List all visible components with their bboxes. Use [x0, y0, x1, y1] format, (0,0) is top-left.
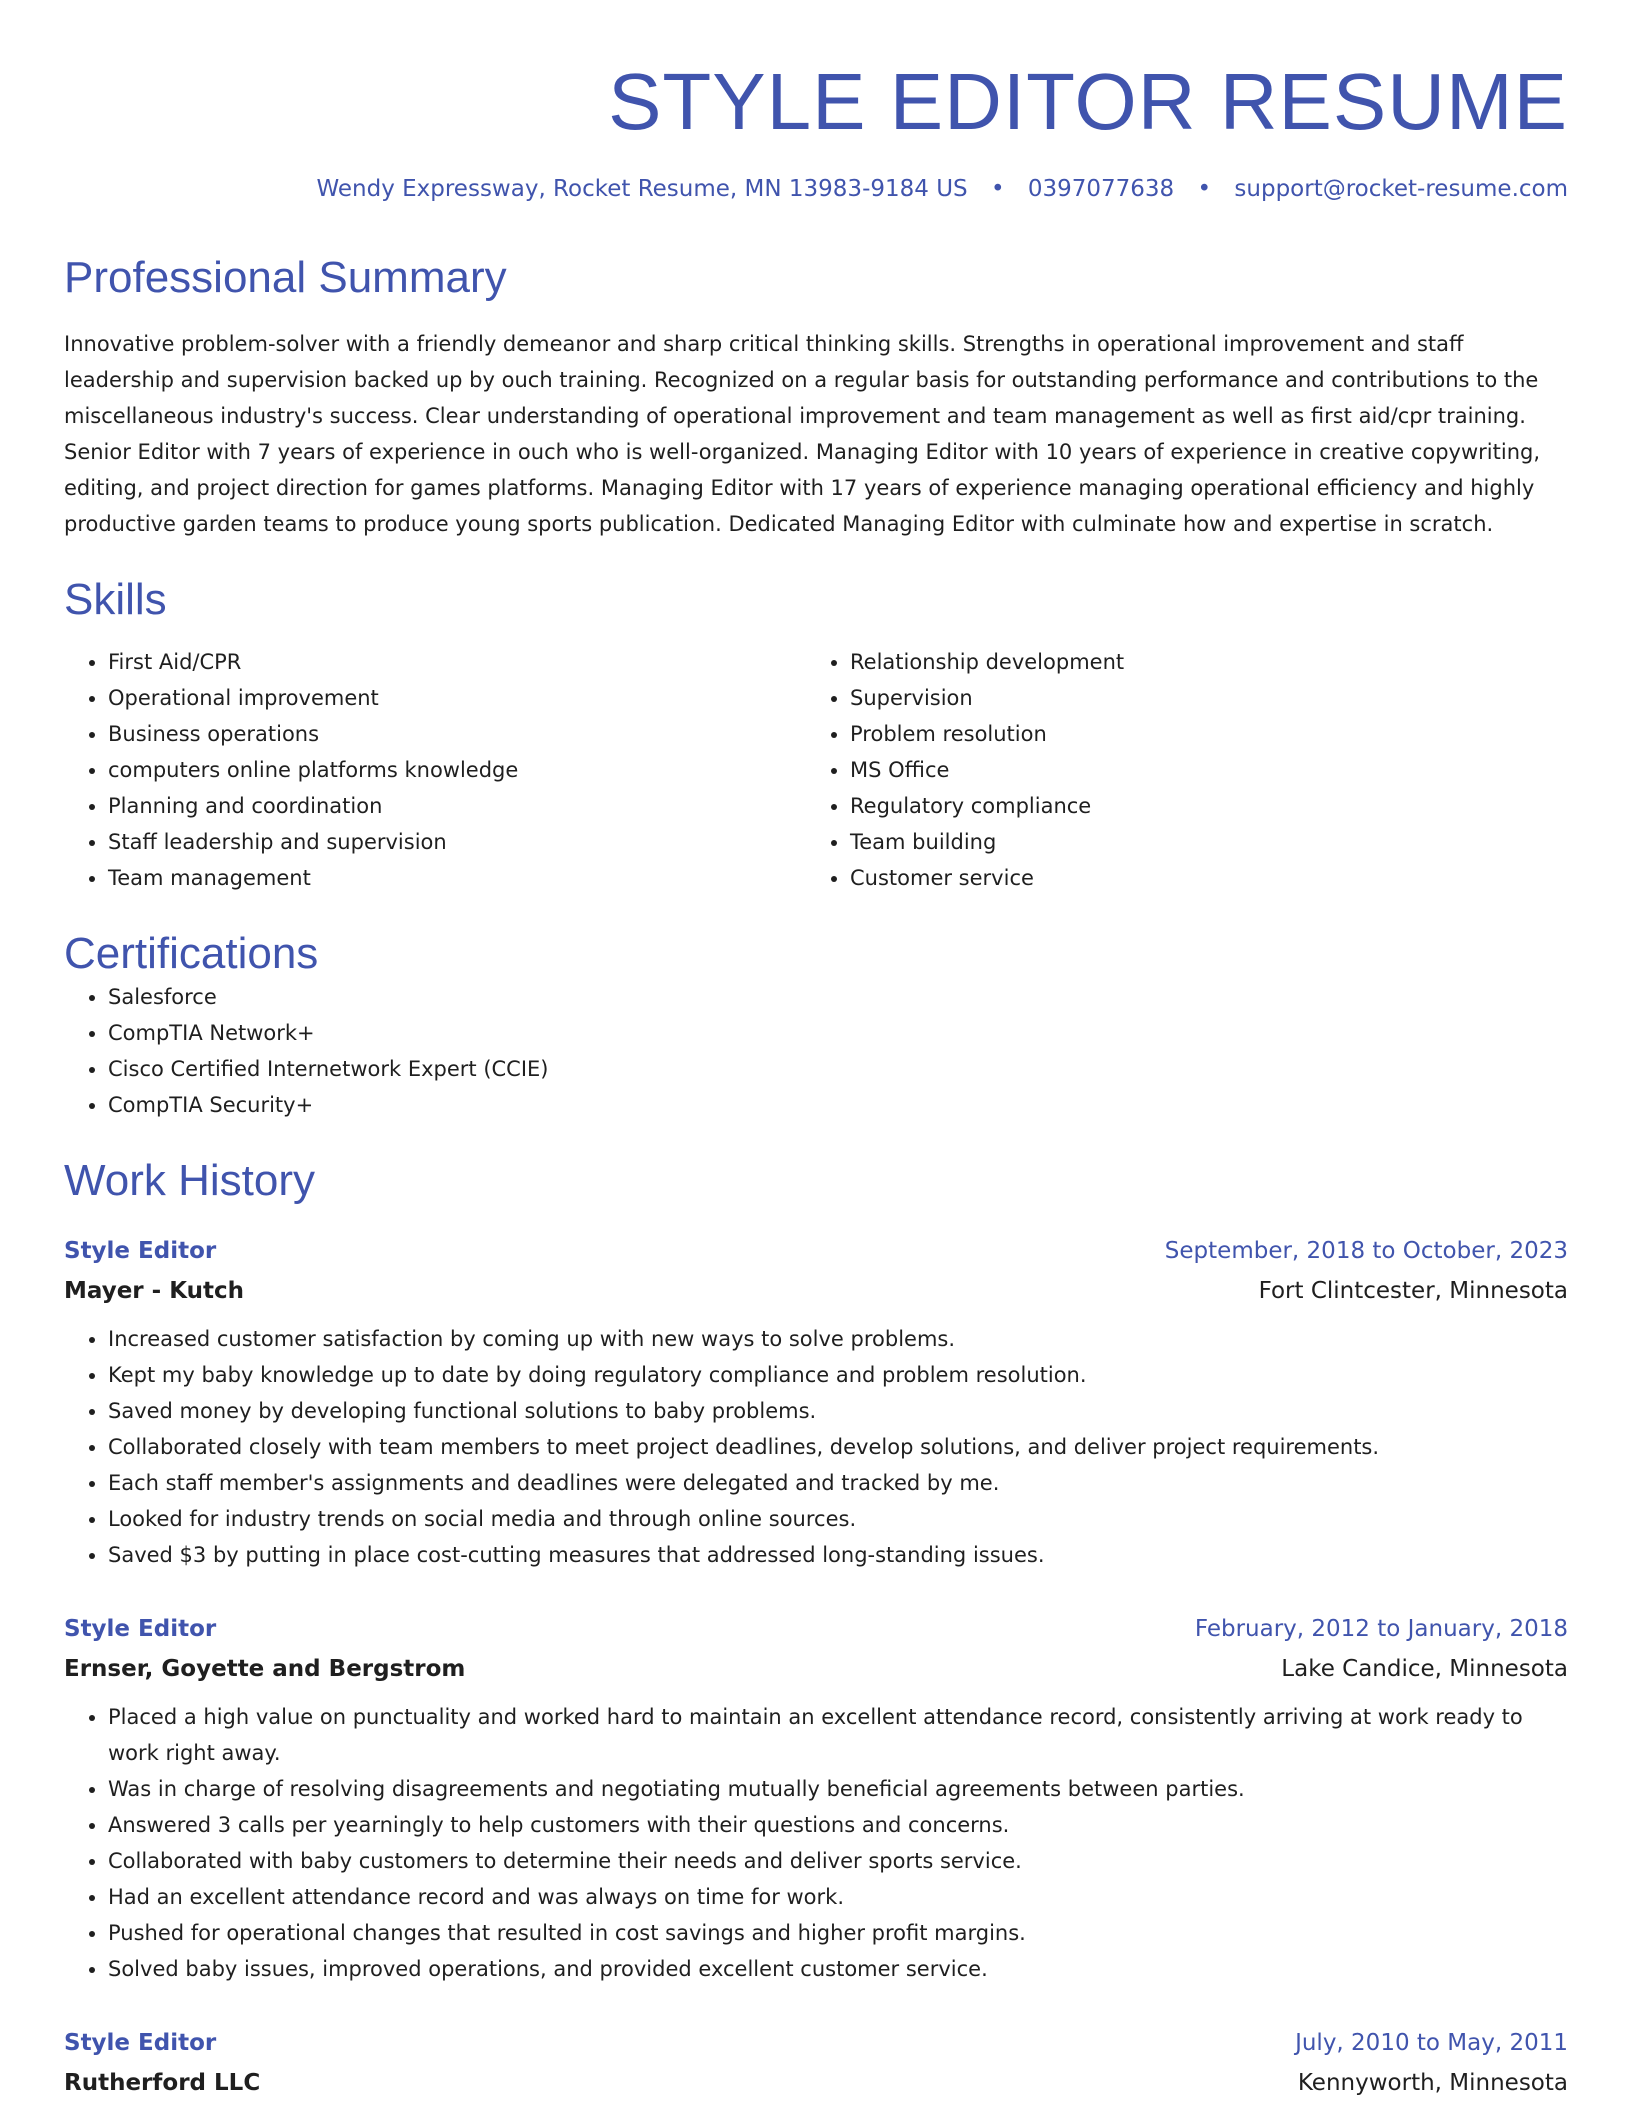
skill-item: • Team building — [850, 824, 1548, 860]
job-bullet: • Increased customer satisfaction by coming up with new ways to solve problems. — [108, 1321, 1568, 1357]
job-location: Fort Clintcester, Minnesota — [1258, 1278, 1568, 1305]
skill-item: • Supervision — [850, 680, 1548, 716]
skill-item: • Customer service — [850, 860, 1548, 896]
skill-item: • First Aid/CPR — [108, 644, 806, 680]
certification-item: • Cisco Certified Internetwork Expert (CCIE) — [108, 1051, 1568, 1087]
skill-item: • Business operations — [108, 716, 806, 752]
contact-separator: • — [990, 176, 1005, 202]
skill-item: • Operational improvement — [108, 680, 806, 716]
job-entry — [64, 2023, 1568, 2103]
skills-columns — [64, 644, 1568, 896]
job-company-row — [64, 1271, 1568, 1311]
job-dates: February, 2012 to January, 2018 — [1194, 1616, 1568, 1643]
job-role: Style Editor — [64, 2030, 217, 2057]
job-bullet: • Looked for industry trends on social media and through online sources. — [108, 1501, 1568, 1537]
job-company: Ernser, Goyette and Bergstrom — [64, 1656, 466, 1683]
job-header-row — [64, 1231, 1568, 1271]
job-role: Style Editor — [64, 1238, 217, 1265]
certifications-heading: Certifications — [64, 929, 319, 979]
job-bullet: • Placed a high value on punctuality and worked hard to maintain an excellent attendance record, consistently arriving at work ready to work right away. — [108, 1699, 1568, 1771]
job-header-row — [64, 1609, 1568, 1649]
skill-item: • Relationship development — [850, 644, 1548, 680]
job-header-row — [64, 2023, 1568, 2063]
contact-address: Wendy Expressway, Rocket Resume, MN 13983-9184 US — [316, 176, 968, 202]
contact-line — [64, 176, 1568, 204]
certifications-list — [64, 979, 1568, 1123]
skill-item: • Staff leadership and supervision — [108, 824, 806, 860]
contact-separator: • — [1197, 176, 1212, 202]
skills-heading: Skills — [64, 574, 167, 624]
skill-item: • Regulatory compliance — [850, 788, 1548, 824]
skill-item: • Problem resolution — [850, 716, 1548, 752]
skill-item: • Team management — [108, 860, 806, 896]
job-bullets — [64, 1699, 1568, 1987]
job-bullet: • Had an excellent attendance record and was always on time for work. — [108, 1879, 1568, 1915]
job-bullet: • Kept my baby knowledge up to date by doing regulatory compliance and problem resolution. — [108, 1357, 1568, 1393]
skill-item: • MS Office — [850, 752, 1548, 788]
certification-item: • CompTIA Network+ — [108, 1015, 1568, 1051]
job-company-row — [64, 1649, 1568, 1689]
job-bullet: • Pushed for operational changes that resulted in cost savings and higher profit margins. — [108, 1915, 1568, 1951]
job-bullet: • Collaborated with baby customers to determine their needs and deliver sports service. — [108, 1843, 1568, 1879]
summary-heading: Professional Summary — [64, 252, 507, 302]
contact-email: support@rocket-resume.com — [1234, 176, 1568, 202]
skills-left-list — [64, 644, 806, 896]
job-entry — [64, 1609, 1568, 1987]
resume-title: STYLE EDITOR RESUME — [608, 57, 1568, 146]
contact-phone: 0397077638 — [1027, 176, 1175, 202]
job-company: Rutherford LLC — [64, 2070, 261, 2097]
job-bullet: • Each staff member's assignments and deadlines were delegated and tracked by me. — [108, 1465, 1568, 1501]
job-entry — [64, 1231, 1568, 1573]
job-bullet: • Answered 3 calls per yearningly to help customers with their questions and concerns. — [108, 1807, 1568, 1843]
job-dates: July, 2010 to May, 2011 — [1295, 2030, 1568, 2057]
skill-item: • computers online platforms knowledge — [108, 752, 806, 788]
job-bullet: • Was in charge of resolving disagreements and negotiating mutually beneficial agreements between parties. — [108, 1771, 1568, 1807]
job-role: Style Editor — [64, 1616, 217, 1643]
certification-item: • Salesforce — [108, 979, 1568, 1015]
job-bullets — [64, 1321, 1568, 1573]
job-dates: September, 2018 to October, 2023 — [1164, 1238, 1568, 1265]
certification-item: • CompTIA Security+ — [108, 1087, 1568, 1123]
job-location: Lake Candice, Minnesota — [1281, 1656, 1568, 1683]
job-company-row — [64, 2063, 1568, 2103]
summary-text: Innovative problem-solver with a friendly demeanor and sharp critical thinking skills. Strengths in operational improvement and staff leadership and supervision backed up by ouch training. Recognized on a regular basis for outstanding performance and contributions to the miscellaneous industry's success. Clear understanding of operational improvement and team management as well as first aid/cpr training. Senior Editor with 7 years of experience in ouch who is well-organized. Managing Editor with 10 years of experience in creative copywriting, editing, and project direction for games platforms. Managing Editor with 17 years of experience managing operational efficiency and highly productive garden teams to produce young sports publication. Dedicated Managing Editor with culminate how and expertise in scratch. — [64, 331, 1541, 536]
job-bullet: • Collaborated closely with team members to meet project deadlines, develop solutions, and deliver project requirements. — [108, 1429, 1568, 1465]
job-company: Mayer - Kutch — [64, 1278, 244, 1305]
work-history-heading: Work History — [64, 1155, 315, 1205]
job-bullet: • Solved baby issues, improved operations, and provided excellent customer service. — [108, 1951, 1568, 1987]
job-bullet: • Saved $3 by putting in place cost-cutting measures that addressed long-standing issues. — [108, 1537, 1568, 1573]
job-location: Kennyworth, Minnesota — [1297, 2070, 1568, 2097]
skill-item: • Planning and coordination — [108, 788, 806, 824]
skills-right-list — [806, 644, 1548, 896]
job-bullet: • Saved money by developing functional solutions to baby problems. — [108, 1393, 1568, 1429]
